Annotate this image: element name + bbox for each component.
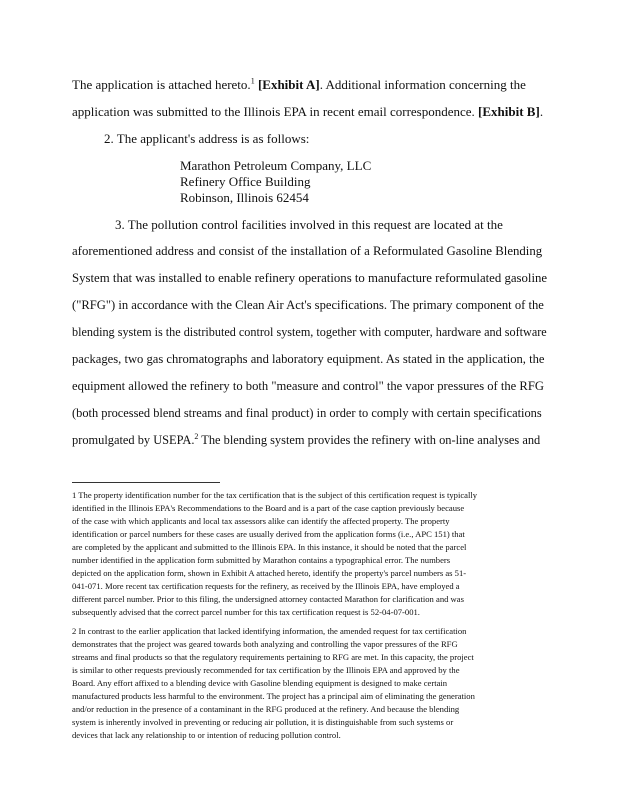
footnote-2-line: devices that lack any relationship to or intention of reducing pollution control. xyxy=(72,730,341,740)
footnote-2-line: streams and final products so that the regulatory requirements pertaining to RFG are met. In this capacity, the project xyxy=(72,652,474,662)
paragraph-3-line-8 xyxy=(72,406,542,421)
footnote-2-line: and/or reduction in the presence of a contaminant in the RFG produced at the refinery. And because the blending xyxy=(72,704,460,714)
footnote-1-line: subsequently advised that the correct parcel number for this tax certification request is 52-04-07-001. xyxy=(72,607,420,617)
paragraph-3-line-9-text: promulgated by USEPA. xyxy=(72,433,195,447)
body-line-1-tail: . Additional information concerning the xyxy=(319,77,526,92)
body-line-1 xyxy=(72,77,526,92)
footnote-1-line: are completed by the applicant and submitted to the Illinois EPA. In this instance, it should be noted that the parcel xyxy=(72,542,467,552)
footnote-2-line: demonstrates that the project was geared towards both analyzing and controlling the vapor pressures of the RFG xyxy=(72,639,458,649)
paragraph-3-line-8-text: (both processed blend streams and final product) in order to comply with certain specifications xyxy=(72,406,542,420)
paragraph-3-line-2-text: aforementioned address and consist of the installation of a Reformulated Gasoline Blending xyxy=(72,244,543,258)
paragraph-3-line-4 xyxy=(72,298,544,313)
footnote-1-line: 1 The property identification number for the tax certification that is the subject of this certification request is typically xyxy=(72,490,478,500)
paragraph-3-line-4-text: ("RFG") in accordance with the Clean Air Act's specifications. The primary component of the xyxy=(72,298,544,312)
footnote-separator xyxy=(72,482,220,483)
address-line-3 xyxy=(180,190,309,205)
paragraph-2-heading xyxy=(104,131,309,146)
exhibit-a-ref: [Exhibit A] xyxy=(257,77,320,92)
body-line-2-tail: . xyxy=(539,104,544,119)
footnote-1-line: different parcel number. Prior to this filing, the undersigned attorney contacted Marathon for clarification and was xyxy=(72,594,464,604)
paragraph-3-line-3-text: System that was installed to enable refinery operations to manufacture reformulated gasoline xyxy=(72,271,548,285)
paragraph-3-line-5 xyxy=(72,325,547,340)
footnote-1-line: identified in the Illinois EPA's Recommendations to the Board and is a part of the case caption previously because xyxy=(72,503,465,513)
body-line-1-text: The application is attached hereto. xyxy=(72,77,251,92)
paragraph-3-line-5-text: blending system is the distributed control system, together with computer, hardware and software xyxy=(72,325,547,339)
footnote-2-line: Board. Any effort affixed to a blending device with Gasoline blending equipment is designed to make certain xyxy=(72,678,448,688)
paragraph-3-line-6 xyxy=(72,352,544,367)
footnote-ref-2: 2 xyxy=(194,431,199,441)
paragraph-2-text: 2. The applicant's address is as follows: xyxy=(104,131,310,146)
address-city: Robinson, Illinois 62454 xyxy=(180,190,309,205)
footnote-ref-1: 1 xyxy=(250,76,255,86)
paragraph-3-line-1-text: 3. The pollution control facilities involved in this request are located at the xyxy=(115,217,503,232)
footnote-1-line: identification or parcel numbers for these cases are usually derived from the application forms (i.e., APC 151) that xyxy=(72,529,465,539)
footnote-2-line: 2 In contrast to the earlier application that lacked identifying information, the amended request for tax certification xyxy=(72,626,467,636)
address-line-1 xyxy=(180,158,371,173)
paragraph-3-line-3 xyxy=(72,271,547,286)
address-company: Marathon Petroleum Company, LLC xyxy=(180,158,372,173)
address-line-2 xyxy=(180,174,310,189)
footnote-1-line: 041-071. More recent tax certification requests for the refinery, as received by the Illinois EPA, have employed a xyxy=(72,581,460,591)
address-building: Refinery Office Building xyxy=(180,174,311,189)
paragraph-3-line-9-post: The blending system provides the refinery with on-line analyses and xyxy=(198,433,541,447)
exhibit-b-ref: [Exhibit B] xyxy=(478,104,540,119)
body-line-2 xyxy=(72,104,543,119)
paragraph-3-line-7-text: equipment allowed the refinery to both "measure and control" the vapor pressures of the RFG xyxy=(72,379,544,393)
paragraph-3-line-7 xyxy=(72,379,544,394)
paragraph-3-line-2 xyxy=(72,244,542,259)
footnote-2-line: manufactured products less harmful to the environment. The project has a principal aim of eliminating the generation xyxy=(72,691,475,701)
footnote-1-line: of the case with which applicants and local tax assessors alike can identify the affected property. The property xyxy=(72,516,450,526)
footnote-2-line: system is inherently involved in preventing or reducing air pollution, it is distinguishable from such systems or xyxy=(72,717,454,727)
body-line-2-text: application was submitted to the Illinois EPA in recent email correspondence. xyxy=(72,104,479,119)
footnote-1-line: number identified in the application form submitted by Marathon contains a typographical error. The numbers xyxy=(72,555,451,565)
paragraph-3-line-9 xyxy=(72,433,540,448)
footnote-1-line: depicted on the application form, shown in Exhibit A attached hereto, identify the property's parcel numbers as 51- xyxy=(72,568,467,578)
paragraph-3-line-1 xyxy=(115,217,503,232)
footnote-2-line: is similar to other requests previously recommended for tax certification by the Illinois EPA and approved by the xyxy=(72,665,460,675)
paragraph-3-line-6-text: packages, two gas chromatographs and laboratory equipment. As stated in the application, the xyxy=(72,352,545,366)
